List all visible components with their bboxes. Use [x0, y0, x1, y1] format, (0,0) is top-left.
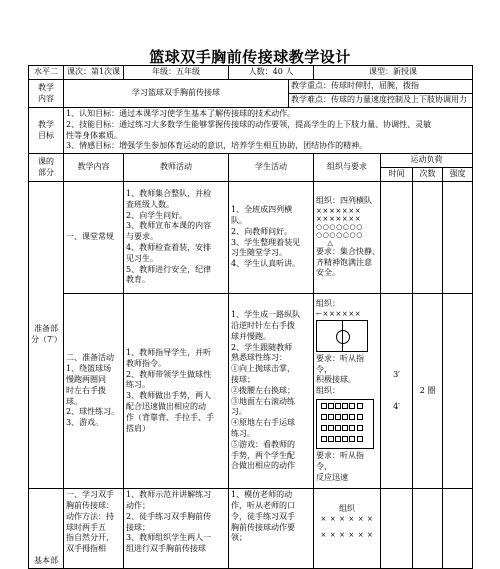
info-teacher: 水平二 — [29, 66, 64, 80]
header-intensity: 强度 — [443, 168, 473, 182]
goals-label: 教学 目标 — [29, 108, 64, 154]
header-teacher: 教师活动 — [124, 154, 229, 182]
header-org: 组织与要求 — [314, 154, 381, 182]
basic-section-label: 基本部 — [29, 489, 64, 569]
court-diagram — [316, 320, 368, 352]
basic-teacher: 1、教师示范并讲解练习 动作； 2、徒手练习双手胸前传 接球； 3、教师组织学生两人一 组进行双手胸前传接球 — [124, 489, 229, 569]
header-part: 课的 部分 — [29, 154, 64, 182]
header-load: 运动负荷 — [381, 154, 473, 168]
basic-content: 一、学习双手 胸前传接球： 动作方法：持 球时两手五 指自然分开， 双手拇指相 — [64, 489, 124, 569]
warmup-student: 1、学生成一路纵队 沿逆时针左右手拨 球并慢跑。 2、学生跟随教师 熟悉球性练习： ①向上抛球击掌， 接球； ②拨腰左右换球； ③地面左右滚动练 习。 ④原地左右手运球 练习。 ⑤游戏：看教师的 手势，两个学生配 合做出相应的动作 — [229, 294, 314, 489]
content-value: 学习篮球双手胸前传接球 — [64, 80, 289, 108]
basic-student: 1、模仿老师的动 作，听从老师的口 令，徒手练习双手 胸前传接球动作要 领； — [229, 489, 314, 569]
lesson-plan-table — [28, 65, 473, 569]
header-time: 时间 — [381, 168, 413, 182]
content-row-1 — [29, 80, 473, 94]
routine-row — [29, 182, 473, 294]
prep-section-label: 准备部 分（7′） — [29, 182, 64, 489]
info-lesson: 课次：第1次课 — [64, 66, 124, 80]
content-label: 教学 内容 — [29, 80, 64, 108]
basic-row — [29, 489, 473, 569]
warmup-times: 2 圈 — [413, 294, 443, 489]
run-path-diagram: ←×××××× — [316, 309, 362, 318]
header-student: 学生活动 — [229, 154, 314, 182]
warmup-row — [29, 294, 473, 489]
goals-text: 1、认知目标：通过本课学习使学生基本了解传接球的技术动作。 2、技能目标：通过练习大多数学生能够掌握传接球的动作要领，提高学生的上下肢力量、协调性、灵敏 性等身体素质。 3、情感目标：增强学生参加体育运动的意识，培养学生相互协助，团结协作的精神。 — [64, 108, 473, 154]
header-row-1 — [29, 154, 473, 168]
warmup-org: 组织： ←×××××× 要求：听从指令， 积极接球。 组织： 要求：听从指令， 反应迅速 — [314, 294, 381, 489]
page-title: 篮球双手胸前传接球教学设计 — [149, 48, 351, 66]
info-count: 人数：40 人 — [229, 66, 314, 80]
grid-court-diagram — [316, 399, 374, 449]
warmup-teacher: 1、教师指导学生，并听 教师指令。 2、教师带领学生做球性 练习。 3、教师做出手势，两人 配合迅速做出相应的动 作（背靠背、手拉手、手 搭肩） — [124, 294, 229, 489]
info-type: 课型：新授课 — [314, 66, 473, 80]
formation-diagram: ××××××× ××××××× ○○○○○○○ ○○○○○○○ △ — [316, 206, 363, 247]
routine-org: 组织：四列横队 ××××××× ××××××× ○○○○○○○ ○○○○○○○ △ 要求：集合快静、 齐精神饱满注意 安全。 — [314, 182, 381, 294]
difficulty: 教学难点：传球的力量速度控制及上下肢协调用力 — [289, 94, 473, 108]
routine-content: 一、课堂常规 — [64, 182, 124, 294]
header-times: 次数 — [413, 168, 443, 182]
basic-org: 组织 × × × × × × × × × × × × — [314, 489, 381, 569]
warmup-content: 二、准备活动 1、绕篮球场 慢跑两圈同 时左右手拨 球。 2、球性练习。 3、游戏。 — [64, 294, 124, 489]
info-row — [29, 66, 473, 80]
header-content: 教学内容 — [64, 154, 124, 182]
warmup-time: 3′ 4′ — [381, 294, 413, 489]
key-point: 教学重点：传球时伸肘，屈腕，拨指 — [289, 80, 473, 94]
routine-student: 1、全班成四列横 队。 2、向教师问好。 3、学生整理着装见 习生随堂学习。 4、学生认真听讲。 — [229, 182, 314, 294]
goals-row — [29, 108, 473, 154]
routine-teacher: 1、教师集合整队，并检 查班级人数。 2、向学生问好。 3、教师宣布本课的内容 与要求。 4、教师检查着装，安排 见习生。 5、教师进行安全，纪律 教育。 — [124, 182, 229, 294]
info-grade: 年级：五年级 — [124, 66, 229, 80]
